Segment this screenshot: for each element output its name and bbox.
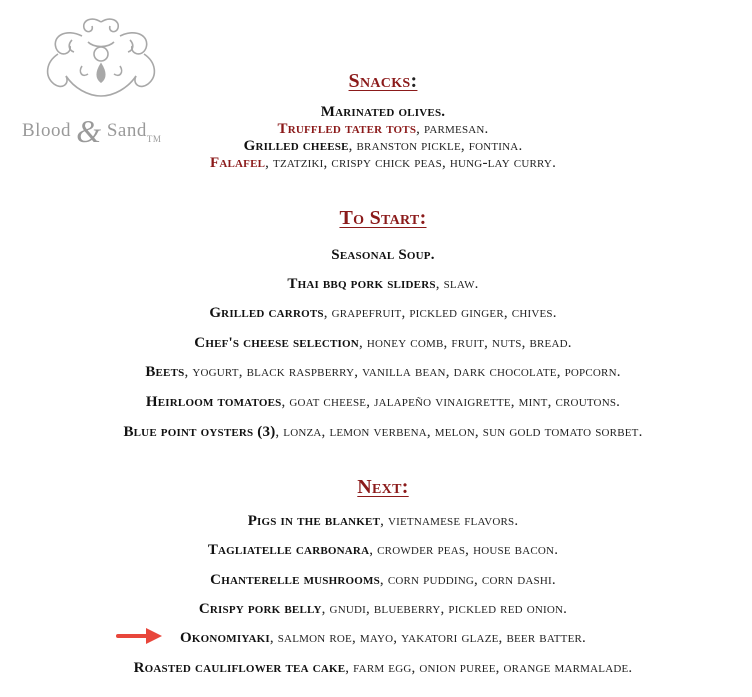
menu-item: Marinated olives. xyxy=(320,104,446,120)
logo-text-left: Blood xyxy=(22,120,71,141)
section-title-next: Next: xyxy=(357,476,409,498)
logo-ampersand: & xyxy=(76,113,102,149)
logo-trademark: TM xyxy=(146,134,162,144)
menu-item-okonomiyaki: Okonomiyaki, salmon roe, mayo, yakatori glaze, beer batter. xyxy=(179,630,587,646)
menu-item: Tagliatelle carbonara, crowder peas, house bacon. xyxy=(207,542,559,558)
ornament-icon xyxy=(22,14,180,114)
menu-item: Heirloom tomatoes, goat cheese, jalapeño vinaigrette, mint, croutons. xyxy=(145,394,621,410)
logo-text-right: Sand xyxy=(106,120,147,141)
menu-item: Grilled cheese, branston pickle, fontina. xyxy=(243,138,523,154)
section-title-snacks: Snacks: xyxy=(348,70,418,92)
menu-item: Crispy pork belly, gnudi, blueberry, pickled red onion. xyxy=(198,601,568,617)
menu-item: Beets, yogurt, black raspberry, vanilla bean, dark chocolate, popcorn. xyxy=(145,364,621,380)
menu-item: Falafel, tzatziki, crispy chick peas, hung-lay curry. xyxy=(209,155,557,171)
menu-item: Chef's cheese selection, honey comb, fruit, nuts, bread. xyxy=(194,335,572,351)
menu-item: Truffled tater tots, parmesan. xyxy=(277,121,489,137)
section-title-to-start: To Start: xyxy=(339,207,427,229)
menu-item: Seasonal Soup. xyxy=(331,247,435,263)
menu-item: Blue point oysters (3), lonza, lemon verbena, melon, sun gold tomato sorbet. xyxy=(123,424,643,440)
menu-item: Thai bbq pork sliders, slaw. xyxy=(287,276,479,292)
menu-item: Roasted cauliflower tea cake, farm egg, onion puree, orange marmalade. xyxy=(133,660,633,676)
menu-item: Pigs in the blanket, vietnamese flavors. xyxy=(247,513,519,529)
menu-item: Chanterelle mushrooms, corn pudding, corn dashi. xyxy=(210,572,556,588)
menu-item: Grilled carrots, grapefruit, pickled ginger, chives. xyxy=(209,305,557,321)
arrow-right-icon xyxy=(116,626,164,646)
